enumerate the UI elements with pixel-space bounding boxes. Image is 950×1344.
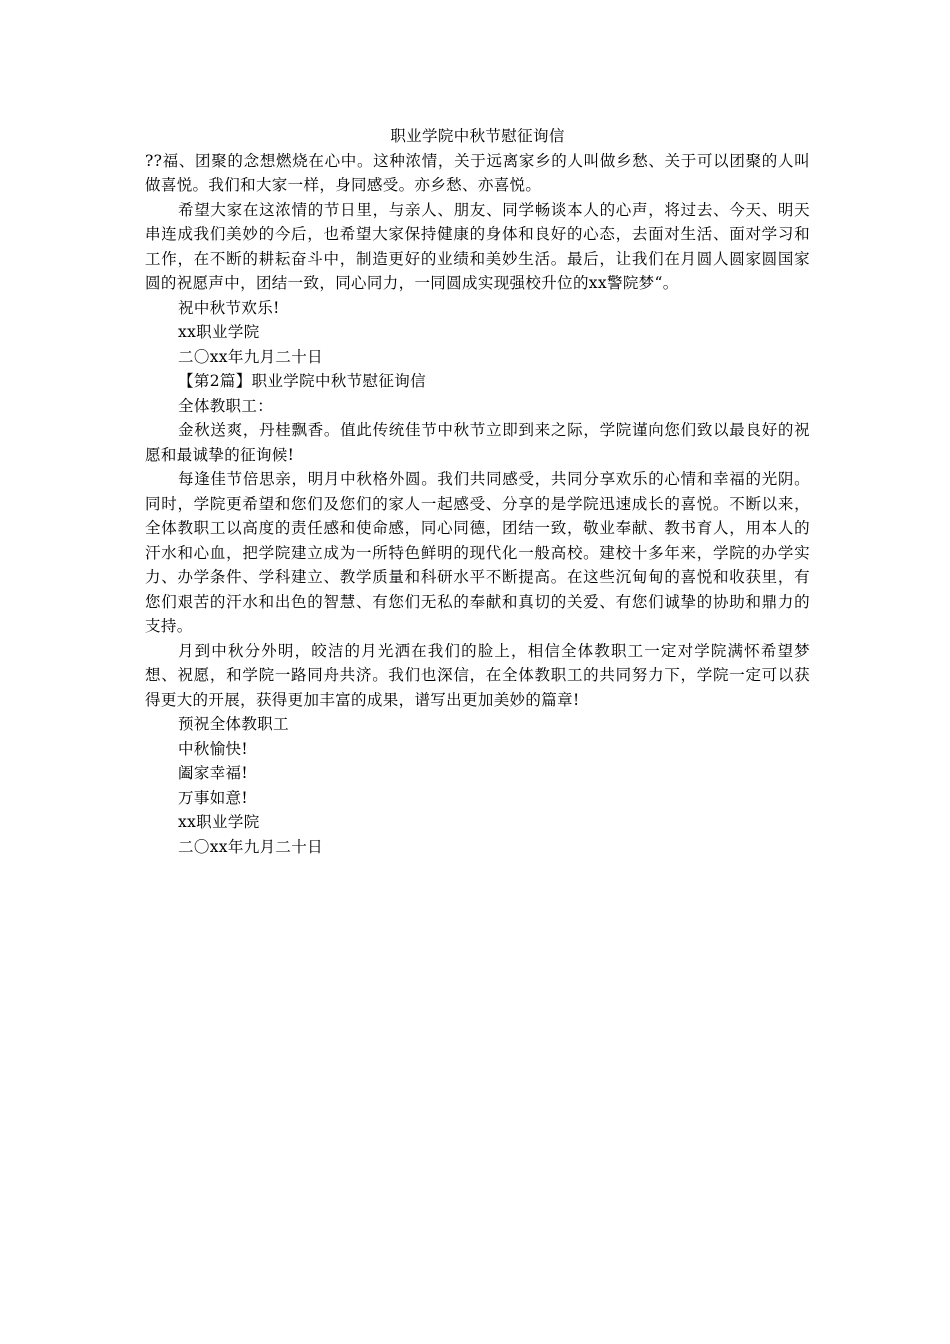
paragraph: 阖家幸福! [178,764,248,782]
paragraph: 月到中秋分外明，皎洁的月光洒在我们的脸上，相信全体教职工一定对学院满怀希望梦想、祝愿，和学院一路同舟共济。我们也深信，在全体教职工的共同努力下，学院一定可以获得更大的开展，获得更加丰富的成果，谱写出更加美妙的篇章! [145,641,810,709]
paragraph: ??福、团聚的念想燃烧在心中。这种浓情，关于远离家乡的人叫做乡愁、关于可以团聚的人叫做喜悦。我们和大家一样，身同感受。亦乡愁、亦喜悦。 [145,151,810,194]
paragraph: 希望大家在这浓情的节日里，与亲人、朋友、同学畅谈本人的心声，将过去、今天、明天串连成我们美妙的今后，也希望大家保持健康的身体和良好的心态，去面对生活、面对学习和工作，在不断的耕耘奋斗中，制造更好的业绩和美妙生活。最后，让我们在月圆人圆家圆国家圆的祝愿声中，团结一致，同心同力，一同圆成实现强校升位的xx警院梦“。 [145,200,810,292]
paragraph: 预祝全体教职工 [178,715,289,733]
signature-org: xx职业学院 [178,323,260,341]
document-title: 职业学院中秋节慰征询信 [390,127,565,145]
paragraph: 万事如意! [178,788,248,807]
signature-date: 二〇xx年九月二十日 [178,837,323,856]
signature-org: xx职业学院 [178,813,260,831]
paragraph: 中秋愉快! [178,739,248,758]
document-page [145,124,810,859]
paragraph: 祝中秋节欢乐! [178,298,280,317]
salutation: 全体教职工： [178,396,274,415]
signature-date: 二〇xx年九月二十日 [178,347,323,366]
paragraph: 金秋送爽，丹桂飘香。值此传统佳节中秋节立即到来之际，学院谨向您们致以最良好的祝愿和最诚挚的征询候! [145,421,810,464]
section-heading: 【第2篇】职业学院中秋节慰征询信 [178,372,426,390]
paragraph: 每逢佳节倍思亲，明月中秋格外圆。我们共同感受，共同分享欢乐的心情和幸福的光阴。同时，学院更希望和您们及您们的家人一起感受、分享的是学院迅速成长的喜悦。不断以来，全体教职工以高度的责任感和使命感，同心同德，团结一致，敬业奉献、教书育人，用本人的汗水和心血，把学院建立成为一所特色鲜明的现代化一般高校。建校十多年来，学院的办学实力、办学条件、学科建立、教学质量和科研水平不断提高。在这些沉甸甸的喜悦和收获里，有您们艰苦的汗水和出色的智慧、有您们无私的奉献和真切的关爱、有您们诚挚的协助和鼎力的支持。 [145,470,810,635]
